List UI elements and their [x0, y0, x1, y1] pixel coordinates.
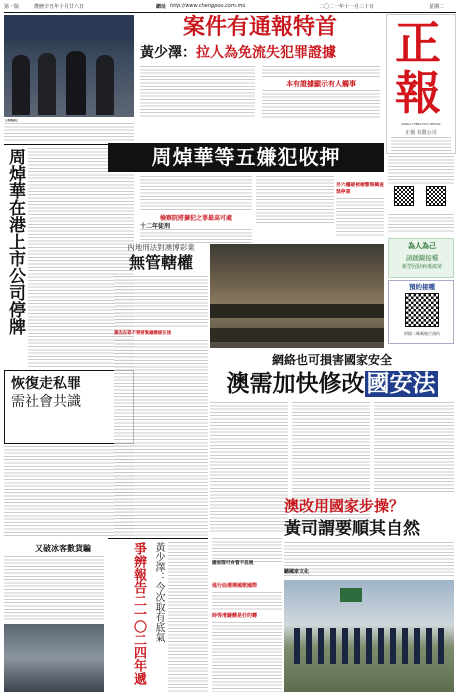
nsl-headline	[210, 368, 454, 400]
bottom-middle-body	[168, 542, 208, 692]
gaming-subhead: 檢察院將擴犯之罪最高可處	[159, 215, 232, 221]
page-label: 第一版	[4, 4, 20, 10]
masthead-footer-text	[388, 214, 454, 234]
bottom-left-body	[4, 556, 104, 622]
person-figure	[12, 55, 30, 115]
mid-body-5	[114, 276, 208, 328]
person-figure	[66, 51, 86, 115]
desk-row	[210, 304, 384, 318]
mid-body-4	[140, 229, 252, 243]
qr-ad[interactable]	[388, 280, 454, 344]
step-body-3	[212, 592, 282, 612]
masthead	[386, 14, 456, 154]
caption-tag: 【本報訊】	[4, 119, 20, 122]
header-rule	[4, 12, 456, 13]
masthead-char-2: 報	[395, 67, 441, 119]
step-note: 國家隊可有管不忽視	[212, 561, 254, 566]
mid-body-1	[140, 176, 252, 212]
top-story-headline: 案件有通報特首	[182, 15, 337, 40]
expert-subhead: 葉杰在罪不要將緊繃嫌疑在後	[114, 331, 172, 336]
no-jurisdiction-head: 無管轄權	[128, 253, 193, 272]
qr-ad-caption: 掃描二維碼進行預約	[404, 331, 440, 336]
bottom-left-title: 又破冰客數貨騙	[35, 543, 91, 553]
twelve-years-subhead: 十二年徒刑	[140, 223, 171, 229]
photo-caption	[4, 119, 134, 143]
masthead-contact	[391, 137, 451, 153]
police-march-photo	[284, 580, 454, 692]
step-photo-note: 聽國家文化	[284, 569, 310, 575]
qr-code-icon[interactable]	[394, 186, 414, 206]
desk-row	[210, 328, 384, 342]
step-body-4	[212, 622, 282, 692]
masthead-extra-text	[388, 156, 454, 184]
left-box-subtitle: 需社會共識	[11, 394, 81, 410]
top-story-subhead	[140, 43, 380, 63]
website-prefix: 網址	[156, 4, 167, 10]
top-story-body-col2	[262, 66, 380, 78]
nsl-headline-main: 澳需加快修改	[226, 371, 365, 397]
legislature-photo	[210, 244, 384, 348]
left-vertical-headline: 周焯華在港上市公司停牌	[5, 148, 25, 335]
backdrop-banner	[4, 15, 134, 41]
vaccine-ad	[388, 238, 454, 278]
nsl-kicker: 網絡也可損害國家安全	[271, 353, 392, 367]
weekday: 星期二	[429, 4, 445, 10]
marcher-row	[294, 628, 444, 664]
step-sub2: 時等滑鏈體是好的轉	[212, 613, 258, 619]
vaccine-ad-line2: 請踴躍接種	[405, 254, 439, 262]
step-headline: 黃司謂要順其自然	[284, 519, 420, 539]
person-figure	[38, 53, 56, 115]
masthead-company: 正報 有限公司	[405, 130, 437, 136]
subhead-quote: 拉人為免流失犯罪證據	[196, 45, 336, 61]
step-sub1: 進行曲選擇國歌國際	[212, 583, 258, 589]
website-url[interactable]: http://www.chengpou.com.mo	[170, 3, 246, 9]
masthead-qr-codes	[390, 186, 454, 212]
top-story-body-col1	[140, 66, 255, 118]
step-kicker: 澳改用國家步操？	[284, 497, 405, 515]
vaccine-ad-line3: 新型冠狀病毒疫苗	[401, 264, 442, 270]
bottom-left-photo	[4, 624, 104, 692]
six-dealers-head: 另六檯疑被檢警察關查禁停業	[336, 183, 384, 195]
bottom-middle-kicker: 黃少澤：今次取有底氣	[153, 542, 164, 642]
officials-press-photo	[4, 15, 134, 117]
masthead-english: JORNAL CHENG POU LIMITADA	[401, 123, 441, 126]
main-headline: 周焯華等五嫌犯收押	[108, 143, 384, 172]
nsl-body-1	[210, 402, 288, 532]
flag-icon	[340, 588, 362, 602]
lunar-date: 農曆辛丑年十月廿六日	[34, 4, 85, 10]
nsl-headline-highlight: 國安法	[366, 371, 436, 397]
top-story-small-head: 本有證據顯示有人觸事	[286, 80, 356, 88]
qr-ad-title: 預約接種	[409, 283, 435, 291]
vaccine-ad-line1: 為人為己	[408, 241, 436, 250]
top-story-body-col3	[262, 90, 380, 118]
person-figure	[96, 55, 114, 115]
qr-code-icon[interactable]	[405, 293, 439, 327]
step-body-1	[212, 538, 282, 562]
mid-body-3	[336, 198, 384, 236]
issue-date: 二〇二一年十一月三十日	[319, 4, 375, 10]
left-box-title: 恢復走私罪	[11, 376, 81, 392]
mid-body-6	[114, 340, 208, 536]
mid-body-2	[256, 176, 334, 224]
qr-code-icon[interactable]	[426, 186, 446, 206]
header-strip	[4, 3, 456, 11]
law-note: 內地刑法對澳博彩業	[127, 243, 195, 252]
nsl-body-3	[374, 402, 454, 492]
bottom-middle-vertical-head: 爭辨報告二一〇二四年遞	[131, 542, 146, 685]
subhead-speaker: 黃少澤：	[140, 45, 196, 61]
bottom-rule	[108, 538, 208, 539]
masthead-char-1: 正	[395, 17, 441, 69]
